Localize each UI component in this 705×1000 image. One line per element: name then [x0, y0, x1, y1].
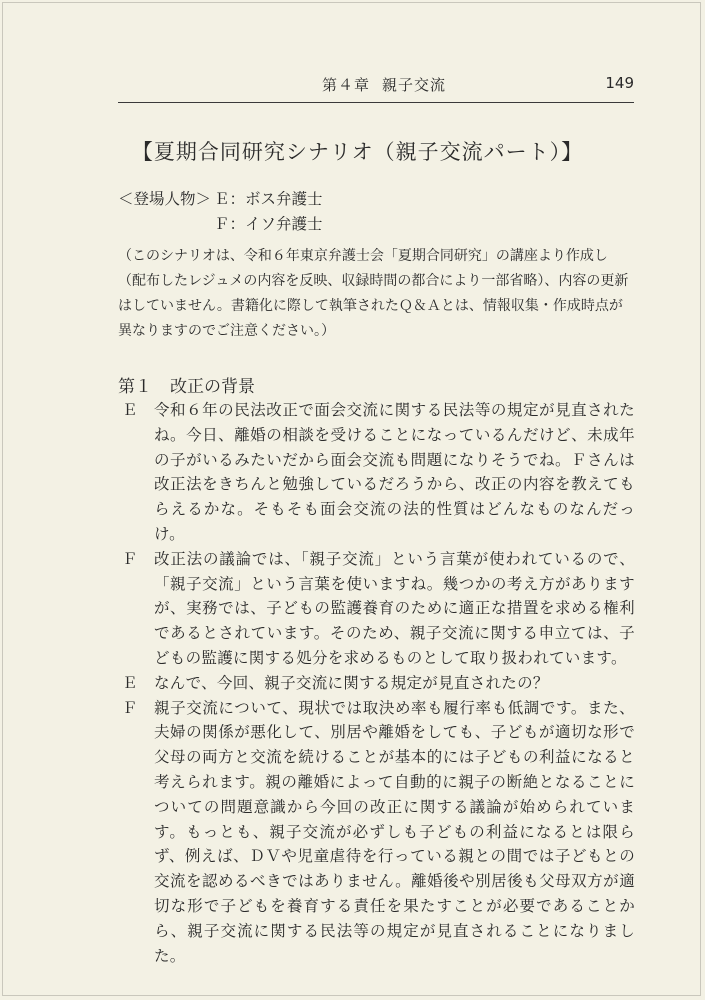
cast-row [118, 212, 323, 237]
cast-row [118, 187, 323, 212]
dialogue-text: 改正法の議論では、「親子交流」という言葉が使われているので、「親子交流」という言葉を使いますね。幾つかの考え方がありますが、実務では、子どもの監護養育のために適正な措置を求める権利であるとされています。そのため、親子交流に関する申立ては、子どもの監護に関する処分を求めるものとして取り扱われています。 [154, 549, 635, 667]
dialogue-text: 親子交流について、現状では取決め率も履行率も低調です。また、夫婦の関係が悪化して、別居や離婚をしても、子どもが適切な形で父母の両方と交流を続けることが基本的には子どもの利益になると考えられます。親の離婚によって自動的に親子の断絶となることについての問題意識から今回の改正に関する議論が始められています。もっとも、親子交流が必ずしも子どもの利益になるとは限らず、例えば、ＤＶや児童虐待を行っている親との間では子どもとの交流を認めるべきではありません。離婚後や別居後も父母双方が適切な形で子どもを養育する責任を果たすことが必要であることから、親子交流に関する民法等の規定が見直されることになりました。 [154, 698, 635, 965]
dialogue-text: 令和６年の民法改正で面会交流に関する民法等の規定が見直されたね。今日、離婚の相談を受けることになっているんだけど、未成年の子がいるみたいだから面会交流も問題になりそうでね。Ｆさんは改正法をきちんと勉強しているだろうから、改正の内容を教えてもらえるかな。そもそも面会交流の法的性質はどんなものなんだっけ。 [154, 401, 635, 543]
dialogue-line [118, 398, 635, 547]
running-head [322, 74, 446, 95]
dialogue-line [118, 547, 635, 671]
scenario-note: （このシナリオは、令和６年東京弁護士会「夏期合同研究」の講座より作成し（配布したレジュメの内容を反映、収録時間の都合により一部省略）、内容の更新はしていません。書籍化に際して執筆されたＱ＆Ａとは、情報収集・作成時点が異なりますのでご注意ください。） [118, 248, 629, 339]
page-title: 【夏期合同研究シナリオ（親子交流パート）】 [131, 140, 584, 164]
cast-member: Ｅ：ボス弁護士 [214, 190, 323, 208]
chapter-number: 第４章 [322, 76, 371, 94]
speaker-label: Ｅ [122, 673, 138, 692]
cast-member: Ｆ：イソ弁護士 [214, 215, 323, 233]
page-header [118, 74, 634, 103]
dialogue-text: なんで、今回、親子交流に関する規定が見直されたの？ [154, 673, 549, 692]
speaker-label: Ｆ [122, 549, 138, 568]
section-title: 改正の背景 [170, 377, 255, 397]
chapter-title: 親子交流 [382, 76, 447, 94]
cast-label: ＜登場人物＞ [118, 190, 212, 208]
speaker-label: Ｆ [122, 698, 138, 717]
dialogue-line [118, 696, 635, 969]
section-number: 第１ [118, 377, 152, 397]
section-heading [118, 372, 255, 397]
speaker-label: Ｅ [122, 401, 138, 419]
dialogue-line [118, 671, 635, 696]
page-number: 149 [605, 74, 634, 92]
dialogue [118, 398, 635, 968]
cast-list [118, 187, 323, 237]
